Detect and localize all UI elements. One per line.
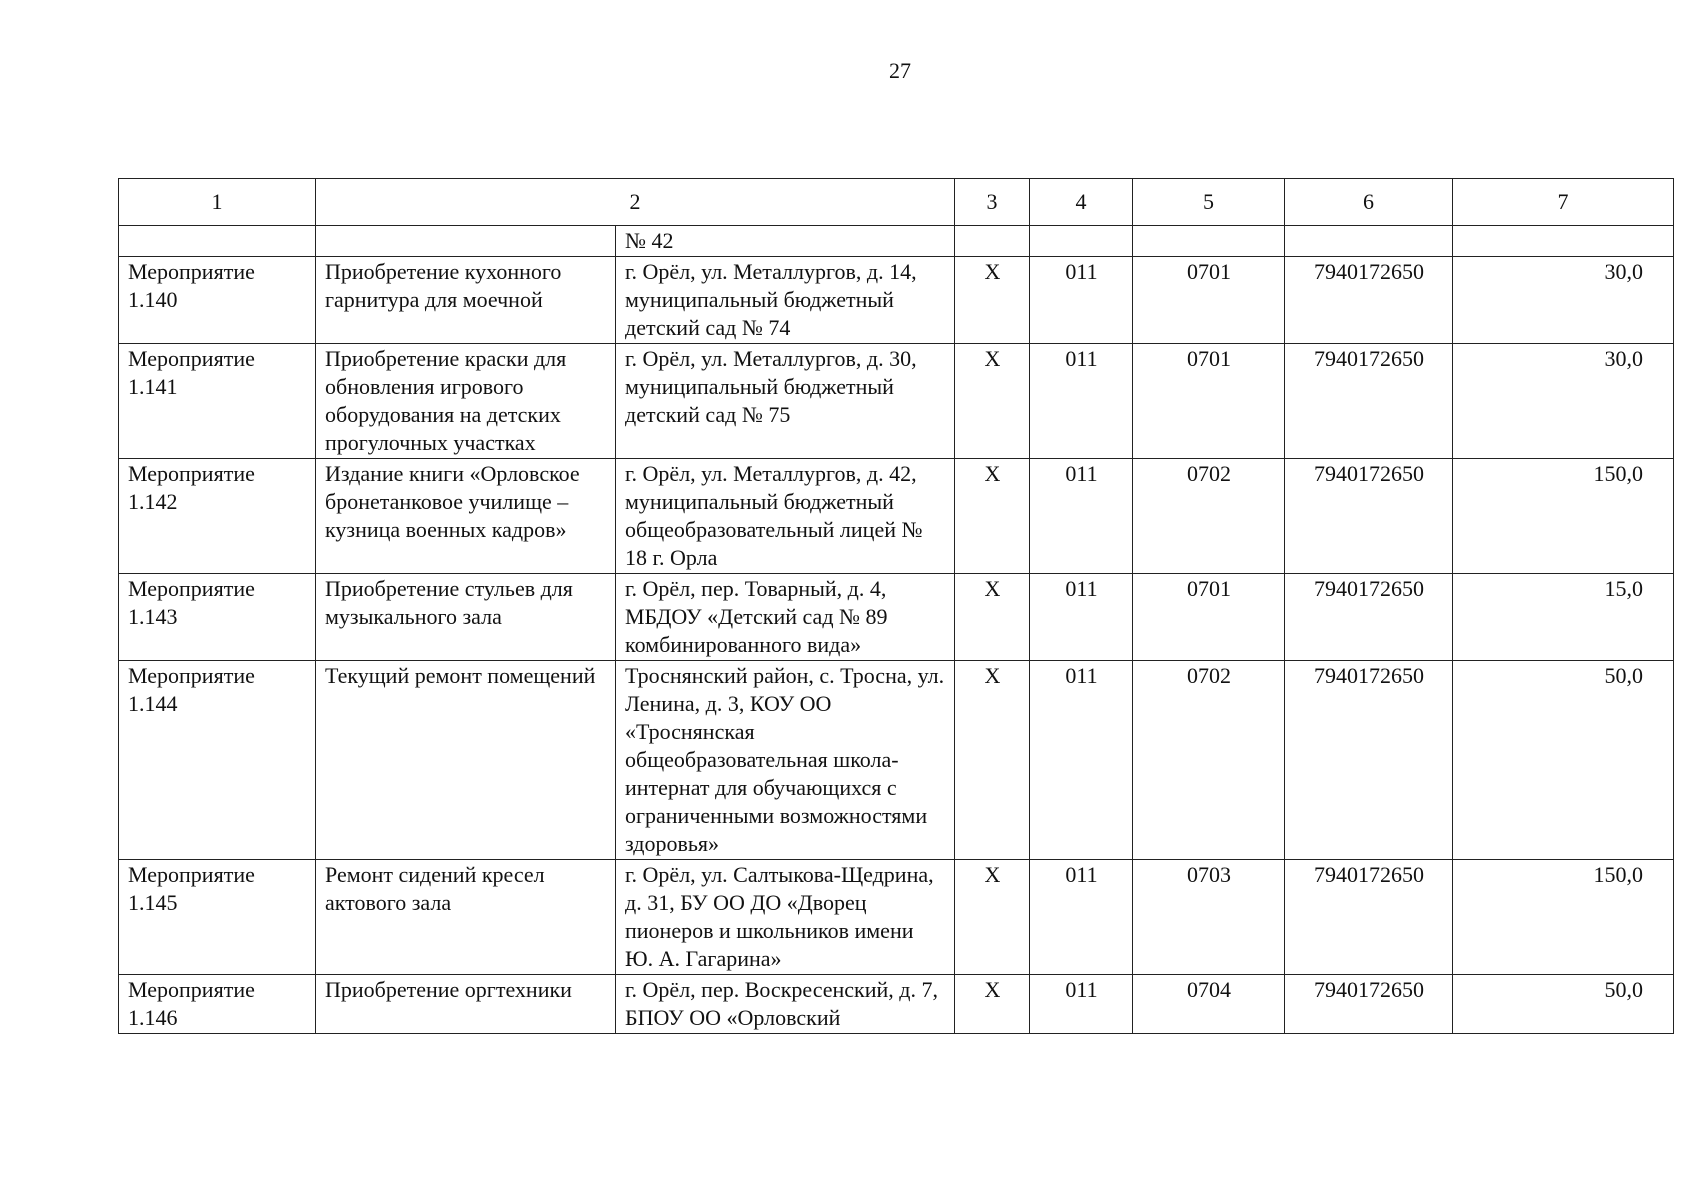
continuation-address: № 42: [616, 226, 955, 257]
cell-col-7: 15,0: [1453, 574, 1674, 661]
cell-event: Мероприятие 1.140: [119, 257, 316, 344]
cell-address: г. Орёл, ул. Салтыкова-Щедрина, д. 31, БУ ОО ДО «Дворец пионеров и школьников имени Ю. А. Гагарина»: [616, 860, 955, 975]
cell-name: Приобретение оргтехники: [316, 975, 616, 1034]
cell-address: Троснянский район, с. Тросна, ул. Ленина, д. 3, КОУ ОО «Троснянская общеобразовательная школа-интернат для обучающихся с ограниченными возможностями здоровья»: [616, 661, 955, 860]
cell-event: Мероприятие 1.142: [119, 459, 316, 574]
header-col-5: 5: [1133, 179, 1285, 226]
cell-col-5: 0702: [1133, 661, 1285, 860]
table-row: [119, 860, 1674, 975]
cell-col-3: Х: [955, 860, 1030, 975]
cell-col-4: 011: [1030, 344, 1133, 459]
cell-col-3: Х: [955, 975, 1030, 1034]
cell-col-4: 011: [1030, 257, 1133, 344]
cell-col-7: 30,0: [1453, 257, 1674, 344]
header-col-1: 1: [119, 179, 316, 226]
cell-col-7: 30,0: [1453, 344, 1674, 459]
cell-col-7: 150,0: [1453, 459, 1674, 574]
cell-col-7: 50,0: [1453, 975, 1674, 1034]
cell-name: Приобретение кухонного гарнитура для моечной: [316, 257, 616, 344]
cell-col-3: Х: [955, 661, 1030, 860]
cell-empty: [316, 226, 616, 257]
cell-col-6: 7940172650: [1285, 344, 1453, 459]
header-row: [119, 179, 1674, 226]
cell-col-5: 0703: [1133, 860, 1285, 975]
cell-name: Издание книги «Орловское бронетанковое училище – кузница военных кадров»: [316, 459, 616, 574]
cell-empty: [1133, 226, 1285, 257]
header-col-4: 4: [1030, 179, 1133, 226]
cell-col-6: 7940172650: [1285, 661, 1453, 860]
cell-event: Мероприятие 1.144: [119, 661, 316, 860]
cell-empty: [955, 226, 1030, 257]
cell-col-4: 011: [1030, 860, 1133, 975]
table-row: [119, 459, 1674, 574]
page-number: 27: [889, 58, 911, 83]
cell-name: Приобретение стульев для музыкального зала: [316, 574, 616, 661]
cell-empty: [1030, 226, 1133, 257]
cell-name: Текущий ремонт помещений: [316, 661, 616, 860]
cell-address: г. Орёл, пер. Товарный, д. 4, МБДОУ «Детский сад № 89 комбинированного вида»: [616, 574, 955, 661]
cell-col-5: 0701: [1133, 344, 1285, 459]
cell-col-3: Х: [955, 257, 1030, 344]
cell-col-5: 0702: [1133, 459, 1285, 574]
cell-col-4: 011: [1030, 459, 1133, 574]
cell-col-7: 150,0: [1453, 860, 1674, 975]
cell-empty: [119, 226, 316, 257]
cell-col-3: Х: [955, 344, 1030, 459]
cell-col-5: 0704: [1133, 975, 1285, 1034]
cell-name: Приобретение краски для обновления игрового оборудования на детских прогулочных участках: [316, 344, 616, 459]
cell-col-5: 0701: [1133, 574, 1285, 661]
cell-name: Ремонт сидений кресел актового зала: [316, 860, 616, 975]
cell-address: г. Орёл, ул. Металлургов, д. 42, муниципальный бюджетный общеобразовательный лицей № 18 г. Орла: [616, 459, 955, 574]
continuation-row: [119, 226, 1674, 257]
cell-col-6: 7940172650: [1285, 257, 1453, 344]
cell-event: Мероприятие 1.146: [119, 975, 316, 1034]
table-body: [119, 226, 1674, 1034]
budget-table: [118, 178, 1674, 1034]
table-row: [119, 661, 1674, 860]
cell-empty: [1285, 226, 1453, 257]
table-row: [119, 574, 1674, 661]
header-col-7: 7: [1453, 179, 1674, 226]
cell-address: г. Орёл, пер. Воскресенский, д. 7, БПОУ ОО «Орловский: [616, 975, 955, 1034]
cell-col-5: 0701: [1133, 257, 1285, 344]
header-col-2: 2: [316, 179, 955, 226]
cell-address: г. Орёл, ул. Металлургов, д. 30, муниципальный бюджетный детский сад № 75: [616, 344, 955, 459]
table-row: [119, 975, 1674, 1034]
cell-event: Мероприятие 1.145: [119, 860, 316, 975]
cell-col-4: 011: [1030, 975, 1133, 1034]
cell-col-4: 011: [1030, 661, 1133, 860]
cell-event: Мероприятие 1.143: [119, 574, 316, 661]
cell-col-6: 7940172650: [1285, 860, 1453, 975]
cell-col-6: 7940172650: [1285, 459, 1453, 574]
table-row: [119, 257, 1674, 344]
cell-col-7: 50,0: [1453, 661, 1674, 860]
cell-col-3: Х: [955, 574, 1030, 661]
table-row: [119, 344, 1674, 459]
cell-col-6: 7940172650: [1285, 574, 1453, 661]
cell-event: Мероприятие 1.141: [119, 344, 316, 459]
cell-empty: [1453, 226, 1674, 257]
cell-address: г. Орёл, ул. Металлургов, д. 14, муниципальный бюджетный детский сад № 74: [616, 257, 955, 344]
cell-col-6: 7940172650: [1285, 975, 1453, 1034]
table-header: [119, 179, 1674, 226]
cell-col-4: 011: [1030, 574, 1133, 661]
header-col-3: 3: [955, 179, 1030, 226]
header-col-6: 6: [1285, 179, 1453, 226]
cell-col-3: Х: [955, 459, 1030, 574]
